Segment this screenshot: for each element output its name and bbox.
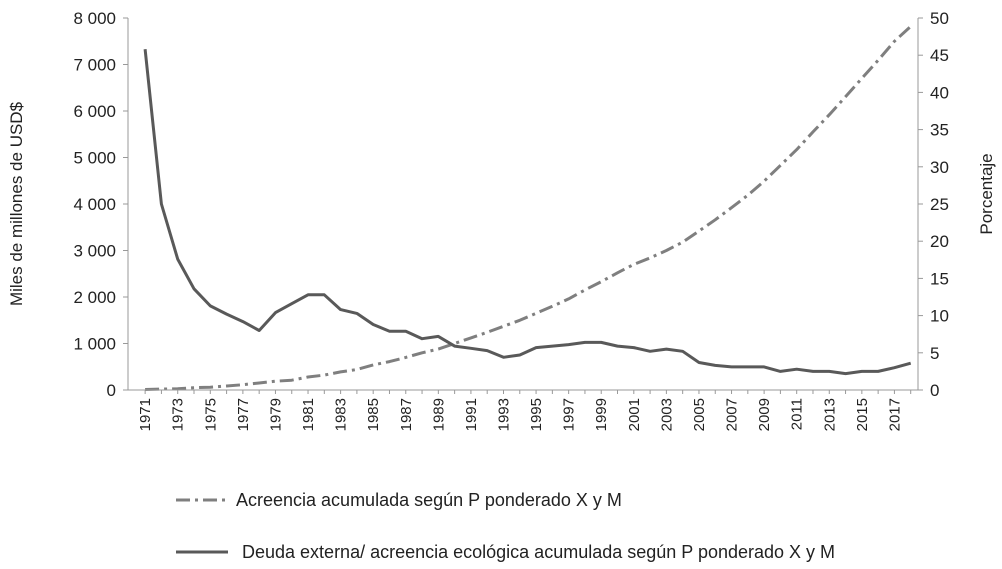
left-tick-label: 4 000 xyxy=(73,195,116,214)
x-tick-label: 2003 xyxy=(658,398,676,432)
right-tick-label: 5 xyxy=(930,343,940,363)
right-tick-label: 15 xyxy=(930,269,949,289)
right-tick-label: 0 xyxy=(930,381,940,400)
left-tick-label: 3 000 xyxy=(73,241,116,261)
series-lines xyxy=(145,26,911,389)
right-axis-title: Porcentaje xyxy=(977,153,996,235)
x-tick-label: 2007 xyxy=(723,398,741,432)
x-tick-label: 2009 xyxy=(756,398,774,432)
x-axis-ticks xyxy=(137,390,911,431)
legend-label-deuda-ratio: Deuda externa/ acreencia ecológica acumulada según P ponderado X y M xyxy=(242,542,836,562)
legend xyxy=(176,490,835,562)
x-tick-label: 1971 xyxy=(137,398,155,432)
x-tick-label: 1977 xyxy=(234,398,252,432)
right-tick-label: 30 xyxy=(930,157,949,177)
x-tick-label: 2015 xyxy=(853,398,871,432)
left-tick-label: 2 000 xyxy=(73,288,116,307)
x-tick-label: 1979 xyxy=(267,398,285,432)
right-tick-label: 40 xyxy=(930,83,949,103)
x-tick-label: 2017 xyxy=(886,398,904,432)
left-tick-label: 7 000 xyxy=(73,55,116,75)
left-tick-label: 0 xyxy=(106,381,116,400)
right-tick-label: 45 xyxy=(930,46,949,66)
x-tick-label: 1985 xyxy=(365,398,383,432)
left-tick-label: 8 000 xyxy=(73,9,116,28)
right-tick-label: 10 xyxy=(930,306,949,326)
legend-label-acreencia: Acreencia acumulada según P ponderado X y M xyxy=(236,490,622,510)
right-tick-label: 50 xyxy=(930,9,949,28)
x-tick-label: 1999 xyxy=(593,398,611,432)
right-tick-label: 35 xyxy=(930,120,949,140)
left-axis-title: Miles de millones de USD$ xyxy=(7,101,26,307)
x-tick-label: 1975 xyxy=(202,398,220,432)
left-axis-ticks xyxy=(73,9,128,400)
series-line-0 xyxy=(145,26,911,389)
x-tick-label: 1989 xyxy=(430,398,448,432)
x-tick-label: 1991 xyxy=(462,398,480,432)
x-tick-label: 1973 xyxy=(169,398,187,432)
right-tick-label: 20 xyxy=(930,232,949,252)
series-line-1 xyxy=(145,49,911,373)
x-tick-label: 1983 xyxy=(332,398,350,432)
x-tick-label: 2001 xyxy=(625,398,643,432)
x-tick-label: 2013 xyxy=(821,398,839,432)
right-tick-label: 25 xyxy=(930,195,949,214)
x-tick-label: 1993 xyxy=(495,398,513,432)
x-tick-label: 1997 xyxy=(560,398,578,432)
x-tick-label: 1981 xyxy=(300,398,318,432)
left-tick-label: 5 000 xyxy=(73,148,116,168)
left-tick-label: 6 000 xyxy=(73,102,116,121)
x-tick-label: 2011 xyxy=(788,398,806,431)
right-axis-ticks xyxy=(918,9,949,400)
x-tick-label: 1995 xyxy=(528,398,546,432)
left-tick-label: 1 000 xyxy=(73,334,116,354)
x-tick-label: 2005 xyxy=(690,398,708,432)
x-tick-label: 1987 xyxy=(397,398,415,432)
